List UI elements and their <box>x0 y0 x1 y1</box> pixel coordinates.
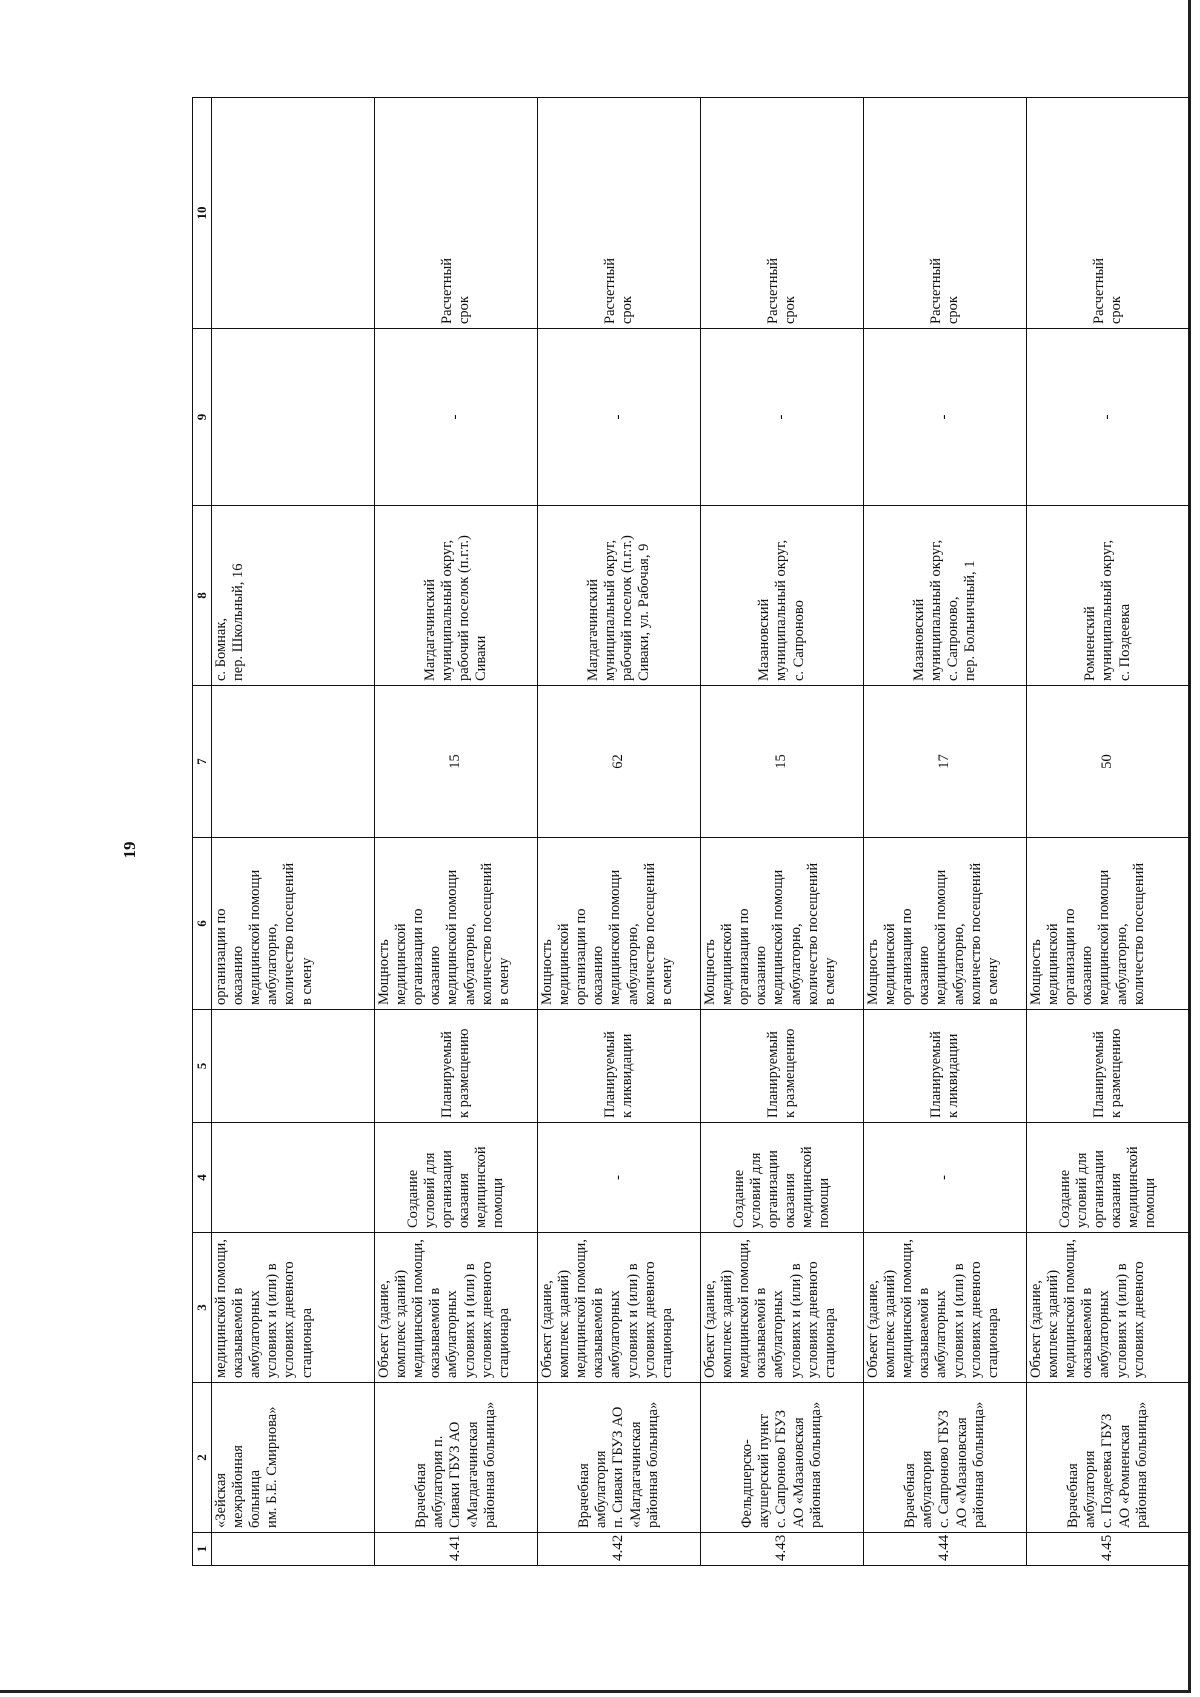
purpose-cell: Создание условий для организации оказания медицинской помощи <box>701 1123 864 1233</box>
characteristic-cell: Мощность медицинской организации по оказанию медицинской помощи амбулаторно, количество посещений <box>1027 838 1190 1010</box>
term-cell: Расчетный срок <box>864 98 1027 329</box>
zone-cell: - <box>1027 329 1190 506</box>
column-number: 8 <box>193 506 212 686</box>
characteristic-cell: Мощность медицинской организации по оказанию медицинской помощи амбулаторно, количество посещений в смену <box>701 838 864 1010</box>
characteristic-cell: Мощность медицинской организации по оказанию медицинской помощи амбулаторно, количество посещений в смену <box>864 838 1027 1010</box>
capacity-cell: 50 <box>1027 686 1190 838</box>
location-cell: с. Бомнак, пер. Школьный, 16 <box>212 506 375 686</box>
capacity-cell: 17 <box>864 686 1027 838</box>
zone-cell <box>212 329 375 506</box>
object-type-cell: Объект (здание, комплекс зданий) медицинской помощи, оказываемой в амбулаторных условиях и (или) в условиях дневного стационара <box>375 1233 538 1383</box>
status-cell: Планируемый к ликвидации <box>538 1010 701 1123</box>
location-cell: Магдагачинский муниципальный округ, рабочий поселок (п.г.т.) Сиваки, ул. Рабочая, 9 <box>538 506 701 686</box>
purpose-cell: Создание условий для организации оказания медицинской помощи <box>375 1123 538 1233</box>
status-cell: Планируемый к размещению <box>375 1010 538 1123</box>
capacity-cell <box>212 686 375 838</box>
row-number-cell: 4.41 <box>375 1533 538 1566</box>
characteristic-cell: организации по оказанию медицинской помощи амбулаторно, количество посещений в смену <box>212 838 375 1010</box>
page-number: 19 <box>120 841 139 859</box>
status-cell <box>212 1010 375 1123</box>
location-cell: Мазановский муниципальный округ, с. Сапроново <box>701 506 864 686</box>
object-name-cell: Фельдшерско- акушерский пункт с. Сапроново ГБУЗ АО «Мазановская районная больница» <box>701 1383 864 1533</box>
column-number: 7 <box>193 686 212 838</box>
table-row <box>701 98 864 1566</box>
column-number: 4 <box>193 1123 212 1233</box>
term-cell <box>212 98 375 329</box>
zone-cell: - <box>701 329 864 506</box>
row-number-cell: 4.44 <box>864 1533 1027 1566</box>
column-number: 3 <box>193 1233 212 1383</box>
status-cell: Планируемый к ликвидации <box>864 1010 1027 1123</box>
row-number-cell: 4.43 <box>701 1533 864 1566</box>
purpose-cell <box>212 1123 375 1233</box>
column-number: 10 <box>193 98 212 329</box>
object-name-cell: Врачебная амбулатория п. Сиваки ГБУЗ АО «Магдагачинская районная больница» <box>538 1383 701 1533</box>
object-name-cell: Врачебная амбулатория с. Сапроново ГБУЗ АО «Мазановская районная больница» <box>864 1383 1027 1533</box>
zone-cell: - <box>375 329 538 506</box>
term-cell: Расчетный срок <box>375 98 538 329</box>
row-number-cell: 4.45 <box>1027 1533 1190 1566</box>
table-row <box>864 98 1027 1566</box>
object-type-cell: Объект (здание, комплекс зданий) медицинской помощи, оказываемой в амбулаторных условиях и (или) в условиях дневного <box>1027 1233 1190 1383</box>
object-type-cell: медицинской помощи, оказываемой в амбулаторных условиях и (или) в условиях дневного стационара <box>212 1233 375 1383</box>
table-row <box>212 98 375 1566</box>
purpose-cell: - <box>864 1123 1027 1233</box>
term-cell: Расчетный срок <box>1027 98 1190 329</box>
object-type-cell: Объект (здание, комплекс зданий) медицинской помощи, оказываемой в амбулаторных условиях и (или) в условиях дневного стационара <box>864 1233 1027 1383</box>
column-number: 9 <box>193 329 212 506</box>
status-cell: Планируемый к размещению <box>1027 1010 1190 1123</box>
column-number-row <box>193 98 212 1566</box>
capacity-cell: 15 <box>375 686 538 838</box>
rotated-table-container <box>192 98 1159 1566</box>
purpose-cell: - <box>538 1123 701 1233</box>
zone-cell: - <box>538 329 701 506</box>
location-cell: Ромненский муниципальный округ, с. Поздеевка <box>1027 506 1190 686</box>
column-number: 5 <box>193 1010 212 1123</box>
object-name-cell: Врачебная амбулатория п. Сиваки ГБУЗ АО «Магдагачинская районная больница» <box>375 1383 538 1533</box>
row-number-cell <box>212 1533 375 1566</box>
table-row <box>375 98 538 1566</box>
purpose-cell: Создание условий для организации оказания медицинской помощи <box>1027 1123 1190 1233</box>
objects-table <box>192 97 1190 1566</box>
status-cell: Планируемый к размещению <box>701 1010 864 1123</box>
object-name-cell: «Зейская межрайонная больница им. Б.Е. Смирнова» <box>212 1383 375 1533</box>
object-type-cell: Объект (здание, комплекс зданий) медицинской помощи, оказываемой в амбулаторных условиях и (или) в условиях дневного стационара <box>701 1233 864 1383</box>
zone-cell: - <box>864 329 1027 506</box>
object-name-cell: Врачебная амбулатория с. Поздеевка ГБУЗ АО «Ромненская районная больница» <box>1027 1383 1190 1533</box>
term-cell: Расчетный срок <box>701 98 864 329</box>
term-cell: Расчетный срок <box>538 98 701 329</box>
capacity-cell: 15 <box>701 686 864 838</box>
object-type-cell: Объект (здание, комплекс зданий) медицинской помощи, оказываемой в амбулаторных условиях и (или) в условиях дневного стационара <box>538 1233 701 1383</box>
table-row <box>538 98 701 1566</box>
row-number-cell: 4.42 <box>538 1533 701 1566</box>
table-row <box>1027 98 1190 1566</box>
column-number: 2 <box>193 1383 212 1533</box>
location-cell: Магдагачинский муниципальный округ, рабочий поселок (п.г.т.) Сиваки <box>375 506 538 686</box>
characteristic-cell: Мощность медицинской организации по оказанию медицинской помощи амбулаторно, количество посещений в смену <box>375 838 538 1010</box>
capacity-cell: 62 <box>538 686 701 838</box>
location-cell: Мазановский муниципальный округ, с. Сапроново, пер. Больничный, 1 <box>864 506 1027 686</box>
column-number: 6 <box>193 838 212 1010</box>
column-number: 1 <box>193 1533 212 1566</box>
characteristic-cell: Мощность медицинской организации по оказанию медицинской помощи амбулаторно, количество посещений в смену <box>538 838 701 1010</box>
